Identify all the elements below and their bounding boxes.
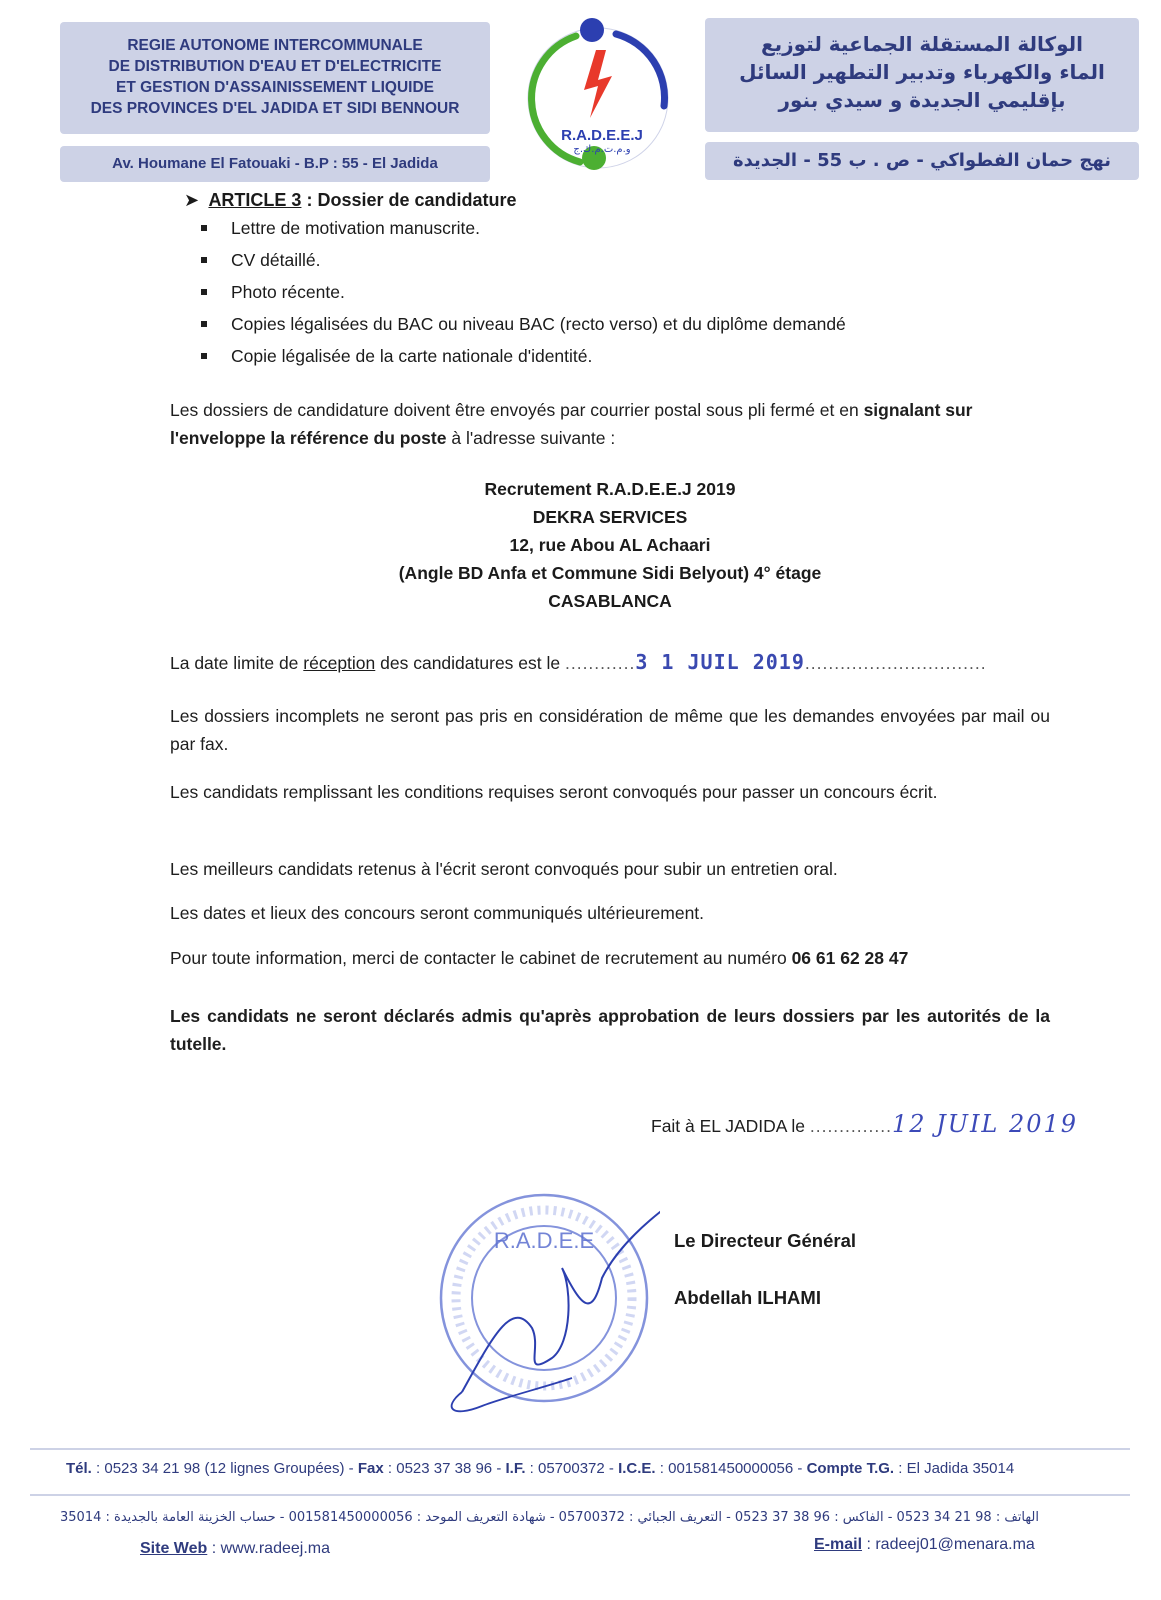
document-list — [198, 212, 846, 372]
sending-bold: signalant sur l'enveloppe la référence du poste — [170, 400, 973, 448]
address-line: DEKRA SERVICES — [532, 507, 688, 527]
postal-address — [310, 475, 910, 615]
dotted-leader: ............................... — [804, 653, 987, 673]
ice-label: I.C.E. — [618, 1460, 656, 1477]
footer-email — [814, 1536, 1035, 1554]
tel-label: Tél. — [66, 1460, 92, 1477]
list-item: Copies légalisées du BAC ou niveau BAC (recto verso) et du diplôme demandé — [198, 308, 846, 340]
dotted-leader: ............ — [564, 653, 636, 673]
footer-divider — [30, 1448, 1130, 1450]
header-ar-line: الماء والكهرباء وتدبير التطهير السائل — [739, 60, 1105, 84]
deadline-line — [170, 648, 1050, 677]
list-item: Copie légalisée de la carte nationale d'identité. — [198, 340, 846, 372]
place-date-line — [651, 1110, 1078, 1140]
email-label: E-mail — [814, 1536, 863, 1553]
website-label: Site Web — [140, 1540, 208, 1557]
signatory-name: Abdellah ILHAMI — [674, 1287, 821, 1308]
fait-text: Fait à EL JADIDA le — [651, 1116, 810, 1136]
header-address-arabic: نهج حمان الفطواكي - ص . ب 55 - الجديدة — [705, 142, 1139, 180]
if-label: I.F. — [505, 1460, 526, 1477]
paragraph-conditions: Les candidats remplissant les conditions requises seront convoqués pour passer un concours écrit. — [170, 782, 938, 802]
ice-value: : 001581450000056 - — [655, 1460, 807, 1477]
footer-contact-arabic: الهاتف : 98 21 34 0523 - الفاكس : 96 38 37 0523 - التعريف الجبائي : 05700372 - شهادة التعريف الموحد : 001581450000056 - حساب الخزينة العامة بالجديدة : 35014 — [60, 1510, 1039, 1525]
arrow-bullet-icon: ➤ — [184, 190, 200, 210]
paragraph-incomplete: Les dossiers incomplets ne seront pas pris en considération de même que les demandes envoyées par mail ou par fax. — [170, 706, 1050, 754]
tg-value: : El Jadida 35014 — [894, 1460, 1015, 1477]
fax-value: : 0523 37 38 96 - — [383, 1460, 506, 1477]
address-line: CASABLANCA — [548, 591, 672, 611]
header-ar-line: بإقليمي الجديدة و سيدي بنور — [778, 88, 1066, 112]
footer-contact-french — [66, 1460, 1014, 1477]
article-heading — [184, 190, 517, 211]
header-address-french: Av. Houmane El Fatouaki - B.P : 55 - El Jadida — [60, 146, 490, 182]
paragraph-contact — [170, 944, 908, 972]
list-item: CV détaillé. — [198, 244, 846, 276]
header-fr-line: DES PROVINCES D'EL JADIDA ET SIDI BENNOUR — [90, 100, 460, 117]
deadline-prefix: La date limite de — [170, 653, 304, 673]
address-line: Recrutement R.A.D.E.E.J 2019 — [484, 479, 736, 499]
address-line: (Angle BD Anfa et Commune Sidi Belyout) 4° étage — [398, 563, 822, 583]
letterhead-arabic — [705, 18, 1139, 132]
deadline-date-stamp: 3 1 JUIL 2019 — [635, 650, 805, 674]
signatory-title: Le Directeur Général — [674, 1230, 856, 1251]
official-seal — [432, 1178, 660, 1418]
lightning-icon — [584, 50, 612, 118]
logo-arabic: و.م.ت.م.ك.ج — [573, 144, 631, 155]
seal-name: R.A.D.E.E — [493, 1228, 595, 1253]
tel-value: : 0523 34 21 98 (12 lignes Groupées) - — [91, 1460, 358, 1477]
deadline-underlined: réception — [303, 653, 376, 673]
website-link[interactable]: : www.radeej.ma — [207, 1540, 330, 1557]
footer-website — [140, 1540, 330, 1558]
contact-phone: 06 61 62 28 47 — [791, 948, 909, 968]
tg-label: Compte T.G. — [806, 1460, 895, 1477]
deadline-suffix: des candidatures est le — [375, 653, 565, 673]
email-link[interactable]: : radeej01@menara.ma — [862, 1536, 1035, 1553]
paragraph-dates: Les dates et lieux des concours seront communiqués ultérieurement. — [170, 903, 705, 923]
sending-text-end: à l'adresse suivante : — [446, 428, 616, 448]
sending-text: Les dossiers de candidature doivent être envoyés par courrier postal sous pli fermé et en — [170, 400, 864, 420]
letterhead-french — [60, 22, 490, 134]
fax-label: Fax — [357, 1460, 384, 1477]
logo-blue-dot — [580, 18, 604, 42]
if-value: : 05700372 - — [525, 1460, 619, 1477]
paragraph-admission: Les candidats ne seront déclarés admis qu'après approbation de leurs dossiers par les autorités de la tutelle. — [170, 1006, 1050, 1054]
article-label: ARTICLE 3 — [208, 190, 302, 210]
article-title: : Dossier de candidature — [301, 190, 517, 210]
dotted-leader: .............. — [809, 1116, 892, 1136]
logo-name: R.A.D.E.E.J — [561, 127, 643, 144]
header-fr-line: REGIE AUTONOME INTERCOMMUNALE — [127, 37, 423, 54]
paragraph-best-candidates: Les meilleurs candidats retenus à l'écrit seront convoqués pour subir un entretien oral. — [170, 859, 838, 879]
sending-instructions — [170, 396, 1050, 452]
footer-divider — [30, 1494, 1130, 1496]
handwritten-date: 12 JUIL 2019 — [891, 1110, 1079, 1138]
header-ar-line: الوكالة المستقلة الجماعية لتوزيع — [760, 32, 1084, 56]
radeej-logo — [516, 14, 681, 182]
header-fr-line: DE DISTRIBUTION D'EAU ET D'ELECTRICITE — [108, 58, 442, 75]
contact-text: Pour toute information, merci de contacter le cabinet de recrutement au numéro — [170, 948, 792, 968]
logo-blue-arc — [616, 34, 665, 106]
list-item: Photo récente. — [198, 276, 846, 308]
address-line: 12, rue Abou AL Achaari — [509, 535, 711, 555]
list-item: Lettre de motivation manuscrite. — [198, 212, 846, 244]
header-fr-line: ET GESTION D'ASSAINISSEMENT LIQUIDE — [115, 79, 435, 96]
